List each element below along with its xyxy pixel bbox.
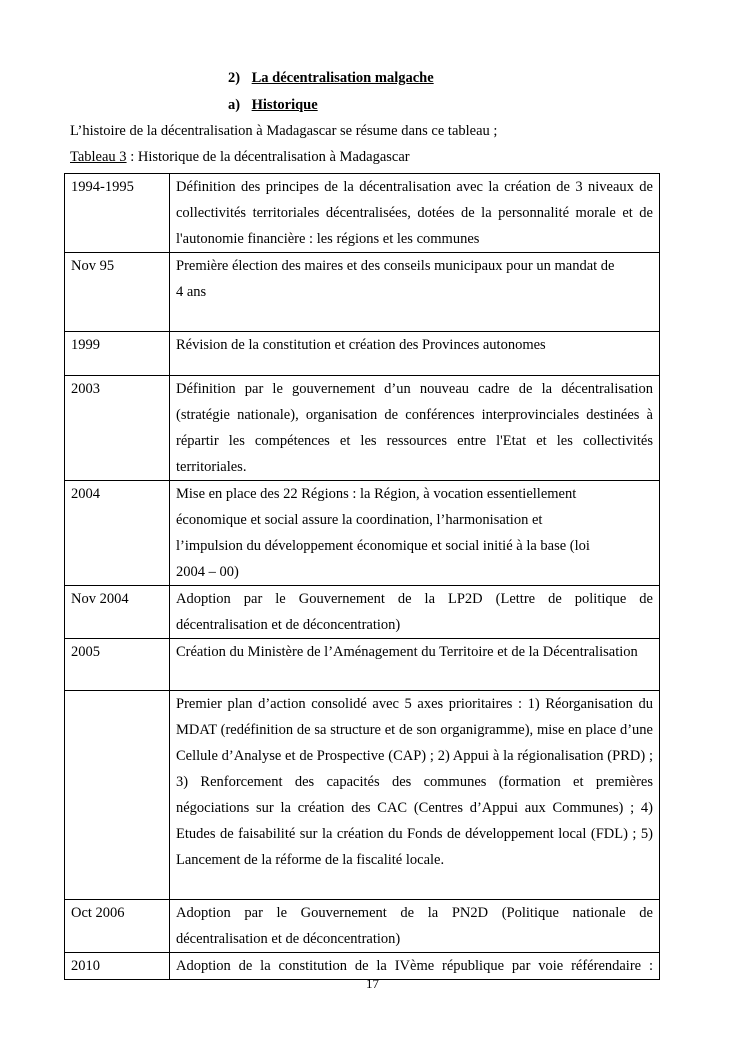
- date-cell: 2005: [65, 639, 170, 691]
- date-cell: 1994-1995: [65, 174, 170, 253]
- subsection-number: a): [228, 97, 241, 113]
- subsection-title: Historique: [251, 97, 318, 113]
- date-cell: 2004: [65, 481, 170, 586]
- date-cell: 1999: [65, 332, 170, 376]
- table-caption-label: Tableau 3: [70, 149, 127, 165]
- date-cell: Oct 2006: [65, 900, 170, 953]
- table-row: [65, 376, 660, 481]
- event-cell: Définition par le gouvernement d’un nouveau cadre de la décentralisation (stratégie nationale), organisation de conférences interprovinciales destinées à répartir les compétences et les ressources entre l'Etat et les collectivités territoriales.: [170, 376, 660, 481]
- table-row: [65, 900, 660, 953]
- date-cell: 2003: [65, 376, 170, 481]
- date-cell: Nov 2004: [65, 586, 170, 639]
- event-cell: Adoption par le Gouvernement de la PN2D (Politique nationale de décentralisation et de déconcentration): [170, 900, 660, 953]
- section-heading: [228, 70, 434, 87]
- table-row: [65, 639, 660, 691]
- table-row: [65, 332, 660, 376]
- section-number: 2): [228, 70, 241, 86]
- event-cell: Mise en place des 22 Régions : la Région, à vocation essentiellement économique et social assure la coordination, l’harmonisation et l’impulsion du développement économique et social initié à la base (loi 2004 – 00): [170, 481, 660, 586]
- table-row: [65, 691, 660, 900]
- intro-paragraph: L’histoire de la décentralisation à Madagascar se résume dans ce tableau ;: [70, 123, 498, 139]
- table-row: [65, 174, 660, 253]
- history-table: [64, 173, 660, 980]
- date-cell: Nov 95: [65, 253, 170, 332]
- event-cell: Première élection des maires et des conseils municipaux pour un mandat de 4 ans: [170, 253, 660, 332]
- table-row: [65, 481, 660, 586]
- event-cell: Définition des principes de la décentralisation avec la création de 3 niveaux de collectivités territoriales décentralisées, dotées de la personnalité morale et de l'autonomie financière : les régions et les communes: [170, 174, 660, 253]
- table-row: [65, 253, 660, 332]
- date-cell: [65, 691, 170, 900]
- page-number: 17: [366, 976, 379, 991]
- table-caption-text: : Historique de la décentralisation à Madagascar: [126, 149, 410, 165]
- event-cell: Création du Ministère de l’Aménagement du Territoire et de la Décentralisation: [170, 639, 660, 691]
- table-caption: [70, 149, 410, 166]
- subsection-heading: [228, 97, 318, 114]
- event-cell: Adoption de la constitution de la IVème république par voie référendaire :: [170, 953, 660, 980]
- event-cell: Révision de la constitution et création des Provinces autonomes: [170, 332, 660, 376]
- section-title: La décentralisation malgache: [251, 70, 434, 86]
- event-cell: Adoption par le Gouvernement de la LP2D (Lettre de politique de décentralisation et de déconcentration): [170, 586, 660, 639]
- table-row: [65, 586, 660, 639]
- event-cell: Premier plan d’action consolidé avec 5 axes prioritaires : 1) Réorganisation du MDAT (redéfinition de sa structure et de son organigramme), mise en place d’une Cellule d’Analyse et de Prospective (CAP) ; 2) Appui à la régionalisation (PRD) ; 3) Renforcement des capacités des communes (formation et premières négociations sur la création des CAC (Centres d’Appui aux Communes) ; 4) Etudes de faisabilité sur la création du Fonds de développement local (FDL) ; 5) Lancement de la réforme de la fiscalité locale.: [170, 691, 660, 900]
- date-cell: 2010: [65, 953, 170, 980]
